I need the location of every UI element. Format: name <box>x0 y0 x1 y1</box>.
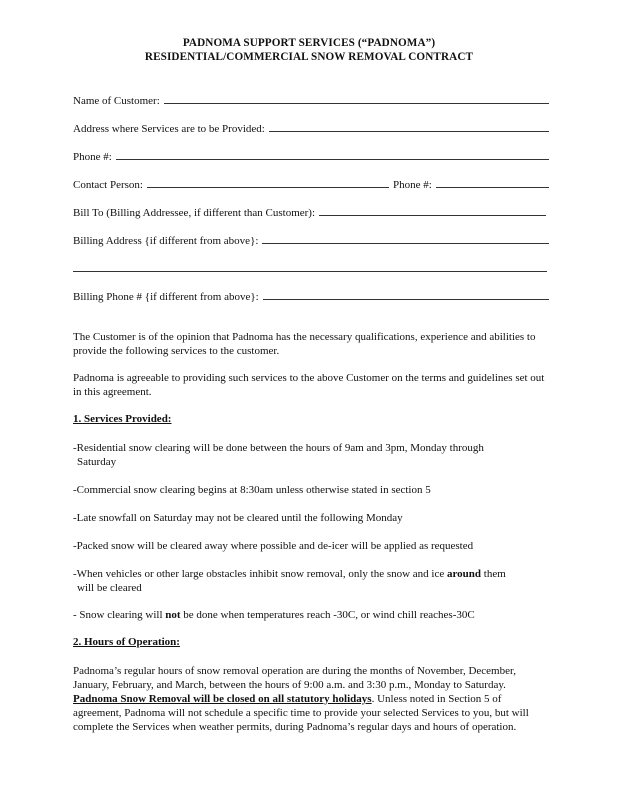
customer-name-line[interactable] <box>164 92 549 104</box>
phone-line[interactable] <box>116 148 549 160</box>
emphasis-not: not <box>165 609 181 621</box>
document-subtitle: RESIDENTIAL/COMMERCIAL SNOW REMOVAL CONTRACT <box>144 51 474 63</box>
service-item-obstacles-line2: will be cleared <box>77 582 142 594</box>
customer-name-label: Name of Customer: <box>73 95 160 107</box>
bill-to-field[interactable] <box>73 203 549 219</box>
service-item-residential <box>73 441 551 469</box>
bill-to-label: Bill To (Billing Addressee, if different than Customer): <box>73 207 316 219</box>
billing-address-line[interactable] <box>262 232 549 244</box>
service-item-residential-line1: -Residential snow clearing will be done between the hours of 9am and 3pm, Monday through <box>73 442 484 454</box>
intro-paragraph-2: Padnoma is agreeable to providing such services to the above Customer on the terms and guidelines set out in this agreement. <box>73 372 545 398</box>
service-address-line[interactable] <box>269 120 549 132</box>
service-item-residential-line2: Saturday <box>77 456 117 468</box>
service-address-label: Address where Services are to be Provided: <box>73 123 265 135</box>
service-item-packed-snow: -Packed snow will be cleared away where possible and de-icer will be applied as requested <box>73 540 474 552</box>
contact-person-label: Contact Person: <box>73 179 143 191</box>
service-item-temperature: - Snow clearing will not be done when temperatures reach -30C, or wind chill reaches-30C <box>73 609 475 621</box>
contact-person-line[interactable] <box>147 176 389 188</box>
section-2-heading: 2. Hours of Operation: <box>73 636 180 648</box>
section-1-heading: 1. Services Provided: <box>73 413 172 425</box>
customer-name-field[interactable] <box>73 91 549 107</box>
document-title: PADNOMA SUPPORT SERVICES (“PADNOMA”) <box>182 37 436 49</box>
service-item-obstacles-line1: -When vehicles or other large obstacles inhibit snow removal, only the snow and ice around them <box>73 568 506 580</box>
billing-phone-field[interactable] <box>73 287 549 303</box>
service-item-commercial: -Commercial snow clearing begins at 8:30am unless otherwise stated in section 5 <box>73 484 431 496</box>
billing-address-line-2[interactable] <box>73 271 547 272</box>
bill-to-line[interactable] <box>319 204 546 216</box>
hours-paragraph: Padnoma’s regular hours of snow removal operation are during the months of November, December, January, February, and March, between the hours of 9:00 a.m. and 3:30 p.m., Monday to Saturday. Padnoma Snow Removal will be closed on all statutory holidays. Unless noted in Section 5 of agreement, Padnoma will not schedule a specific time to provide your selected Services to you, but will complete the Services when weather permits, during Padnoma’s regular days and hours of operation. <box>73 665 529 733</box>
billing-address-label: Billing Address {if different from above}: <box>73 235 259 247</box>
service-item-late-snowfall: -Late snowfall on Saturday may not be cleared until the following Monday <box>73 512 403 524</box>
billing-phone-label: Billing Phone # {if different from above}: <box>73 291 259 303</box>
billing-address-field[interactable] <box>73 231 549 247</box>
service-address-field[interactable] <box>73 119 549 135</box>
contact-phone-line[interactable] <box>436 176 549 188</box>
emphasis-around: around <box>447 568 482 580</box>
contact-person-field[interactable] <box>73 175 549 191</box>
phone-label: Phone #: <box>73 151 112 163</box>
contact-phone-label: Phone #: <box>392 179 432 191</box>
billing-phone-line[interactable] <box>263 288 549 300</box>
holiday-closure-notice: Padnoma Snow Removal will be closed on all statutory holidays <box>73 693 372 705</box>
service-item-obstacles <box>73 567 551 595</box>
phone-field[interactable] <box>73 147 549 163</box>
intro-paragraph-1: The Customer is of the opinion that Padnoma has the necessary qualifications, experience and abilities to provide the following services to the customer. <box>73 331 536 357</box>
